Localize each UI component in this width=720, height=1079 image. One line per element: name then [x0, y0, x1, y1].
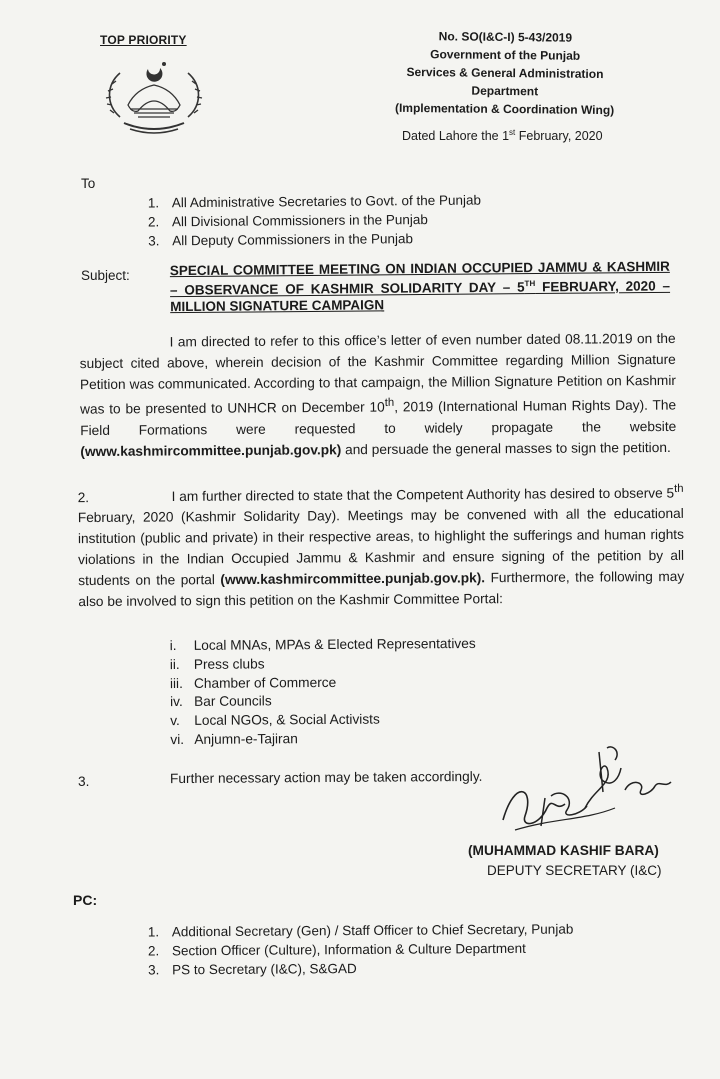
signatory-designation: DEPUTY SECRETARY (I&C) [487, 863, 662, 878]
government-name: Government of the Punjab [430, 47, 581, 63]
paragraph-2: 2. I am further directed to state that the Competent Authority has desired to observe 5th February, 2020 (Kashmir Solidarity Day). Meetings may be convened with all the educational institution (public and private) in their respective areas, to highlight the sufferings and human rights violations in the Indian Occupied Jammu & Kashmir and ensure signing of the petition by all students on the portal (www.kashmircommittee.punjab.gov.pk). Furthermore, the following may also be involved to sign this petition on the Kashmir Committee Portal: [77, 482, 685, 609]
paragraph-3-number: 3. [78, 774, 90, 789]
addressee-item: 1. All Administrative Secretaries to Govt. of the Punjab [147, 192, 482, 211]
list-item: ii. Press clubs [169, 656, 265, 672]
involved-parties-list [170, 635, 477, 750]
list-item: iii. Chamber of Commerce [169, 674, 337, 691]
signatory-name: (MUHAMMAD KASHIF BARA) [468, 843, 659, 858]
addressee-item: 2. All Divisional Commissioners in the Punjab [147, 212, 428, 230]
kashmir-committee-website-link[interactable]: (www.kashmircommittee.punjab.gov.pk) [80, 441, 342, 459]
handwritten-signature-icon [495, 738, 685, 838]
list-item: 3. PS to Secretary (I&C), S&GAD [148, 961, 357, 978]
paragraph-1: I am directed to refer to this office’s letter of even number dated 08.11.2019 on the subject cited above, wherein decision of the Kashmir Committee regarding Million Signature Petition was communicated. According to that campaign, the Million Signature Petition on Kashmir was to be presented to UNHCR on December 10th, 2019 (International Human Rights Day). The Field Formations were requested to widely propagate the website (www.kashmircommittee.punjab.gov.pk) and persuade the general masses to sign the petition. [79, 330, 677, 459]
list-item: vi. Anjumn-e-Tajiran [170, 731, 298, 748]
kashmir-committee-portal-link[interactable]: (www.kashmircommittee.punjab.gov.pk). [220, 570, 486, 587]
wing-name: (Implementation & Coordination Wing) [394, 100, 615, 118]
copy-to-list [148, 920, 574, 980]
subject-text: SPECIAL COMMITTEE MEETING ON INDIAN OCCUPIED JAMMU & KASHMIR – OBSERVANCE OF KASHMIR SOLIDARITY DAY – 5TH FEBRUARY, 2020 – MILLION SIGNATURE CAMPAIGN [169, 258, 671, 314]
top-priority-label: TOP PRIORITY [100, 33, 187, 47]
paragraph-3: Further necessary action may be taken accordingly. [169, 768, 483, 787]
list-item: v. Local NGOs, & Social Activists [170, 711, 380, 729]
to-label: To [81, 176, 96, 191]
list-item: iv. Bar Councils [170, 693, 272, 710]
addressee-list [148, 191, 482, 251]
list-item: 1. Additional Secretary (Gen) / Staff Officer to Chief Secretary, Punjab [147, 921, 574, 940]
letter-number: No. SO(I&C-I) 5-43/2019 [438, 29, 573, 45]
date-line: Dated Lahore the 1st February, 2020 [402, 128, 603, 144]
list-item: i. Local MNAs, MPAs & Elected Representatives [169, 635, 476, 654]
list-item: 2. Section Officer (Culture), Information & Culture Department [147, 940, 526, 959]
punjab-government-seal-icon [100, 55, 208, 145]
pc-label: PC: [73, 892, 98, 908]
department-line-1: Services & General Administration [406, 64, 604, 82]
department-header [360, 26, 651, 119]
addressee-item: 3. All Deputy Commissioners in the Punjab [148, 231, 414, 249]
subject-label: Subject: [81, 268, 130, 283]
department-line-2: Department [471, 83, 539, 99]
